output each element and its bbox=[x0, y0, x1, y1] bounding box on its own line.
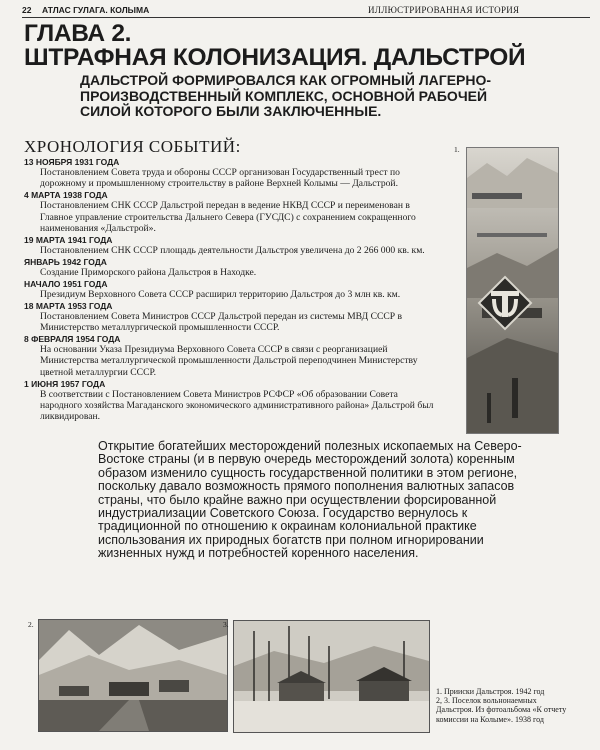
event-item bbox=[24, 379, 434, 423]
event-date: 19 МАРТА 1941 ГОДА bbox=[24, 234, 113, 245]
event-text: Президиум Верховного Совета СССР расширил территорию Дальстроя до 3 млн кв. км. bbox=[40, 288, 401, 300]
event-text: Постановлением Совета труда и обороны СССР организован Государственный трест по дорожному и промышленному строительству в районе Верхней Колымы — Дальстрой. bbox=[40, 167, 400, 190]
event-item bbox=[24, 279, 434, 300]
chapter-title bbox=[24, 22, 525, 70]
event-text: Постановлением СНК СССР Дальстрой передан в ведение НКВД СССР и переименован в Главное управление строительства Дальнего Севера (ГУСДС) с сохранением сокращенного наименования «Дальстрой». bbox=[40, 200, 416, 234]
photo-settlement-2-image bbox=[234, 621, 429, 732]
lead-paragraph: ДАЛЬСТРОЙ ФОРМИРОВАЛСЯ КАК ОГРОМНЫЙ ЛАГЕРНО-ПРОИЗВОДСТВЕННЫЙ КОМПЛЕКС, ОСНОВНОЙ РАБОЧЕЙ СИЛОЙ КОТОРОГО БЫЛИ ЗАКЛЮЧЕННЫЕ. bbox=[80, 72, 492, 119]
chronology-list bbox=[24, 157, 434, 423]
event-date: 18 МАРТА 1953 ГОДА bbox=[24, 300, 113, 311]
event-item bbox=[24, 257, 434, 278]
event-item bbox=[24, 334, 434, 378]
running-title-right: ИЛЛЮСТРИРОВАННАЯ ИСТОРИЯ bbox=[368, 5, 520, 15]
photo1-number: 1. bbox=[454, 145, 460, 154]
dalstroy-emblem bbox=[477, 275, 533, 331]
event-item bbox=[24, 301, 434, 334]
header-rule bbox=[22, 17, 590, 18]
event-text: В соответствии с Постановлением Совета Министров РСФСР «Об образовании Совета народного хозяйства Магаданского экономического административного района» Дальстрой был ликвидирован. bbox=[40, 388, 434, 423]
event-text: Постановлением СНК СССР площадь деятельности Дальстроя увеличена до 2 266 000 кв. км. bbox=[40, 244, 425, 256]
event-date: 13 НОЯБРЯ 1931 ГОДА bbox=[24, 157, 120, 167]
caption-1: 1. Прииски Дальстроя. 1942 год bbox=[436, 687, 545, 696]
event-date: ЯНВАРЬ 1942 ГОДА bbox=[24, 256, 107, 267]
event-text: Создание Приморского района Дальстроя в Находке. bbox=[40, 266, 257, 278]
event-item bbox=[24, 235, 434, 256]
page-number: 22 bbox=[22, 5, 32, 15]
event-date: 4 МАРТА 1938 ГОДА bbox=[24, 190, 108, 201]
photo3-number: 3. bbox=[223, 620, 229, 629]
caption-2: 2, 3. Поселок вольнонаемных Дальстроя. Из фотоальбома «К отчету комиссии на Колыме». 1938 год bbox=[436, 696, 567, 724]
chapter-title-line2: ШТРАФНАЯ КОЛОНИЗАЦИЯ. ДАЛЬСТРОЙ bbox=[24, 44, 526, 71]
main-paragraph: Открытие богатейших месторождений полезных ископаемых на Северо-Востоке страны (и в первую очередь месторождений золота) коренным образом изменило сущность государственной политики в этом регионе, поскольку давало возможность прямого пополнения валютных запасов страны, что было крайне важно при осуществлении форсированной индустриализации Советского Союза. Государство вернулось к традиционной по отношению к окраинам колониальной практике использования их природных богатств при полном игнорировании жизненных нужд и потребностей коренного населения. bbox=[98, 439, 522, 561]
chapter-title-line1: ГЛАВА 2. bbox=[24, 20, 132, 47]
event-item bbox=[24, 190, 434, 234]
event-date: 8 ФЕВРАЛЯ 1954 ГОДА bbox=[24, 334, 121, 345]
chronology-title: ХРОНОЛОГИЯ СОБЫТИЙ: bbox=[24, 137, 241, 156]
figure-caption bbox=[436, 687, 576, 724]
photo-settlement-2 bbox=[233, 620, 430, 733]
photo-settlement-1 bbox=[38, 619, 228, 732]
event-text: На основании Указа Президиума Верховного Совета СССР в связи с реорганизацией Министерства металлургической промышленности Дальстрой переподчинен Министерству цветной металлургии СССР. bbox=[40, 344, 418, 378]
event-date: НАЧАЛО 1951 ГОДА bbox=[24, 278, 108, 289]
running-title-left: АТЛАС ГУЛАГА. КОЛЫМА bbox=[42, 5, 150, 15]
photo2-number: 2. bbox=[28, 620, 34, 629]
photo-settlement-1-image bbox=[39, 620, 227, 731]
event-item bbox=[24, 157, 434, 190]
event-date: 1 ИЮНЯ 1957 ГОДА bbox=[24, 378, 106, 389]
event-text: Постановлением Совета Министров СССР Дальстрой передан из системы МВД СССР в Министерство металлургической промышленности СССР. bbox=[40, 310, 403, 334]
